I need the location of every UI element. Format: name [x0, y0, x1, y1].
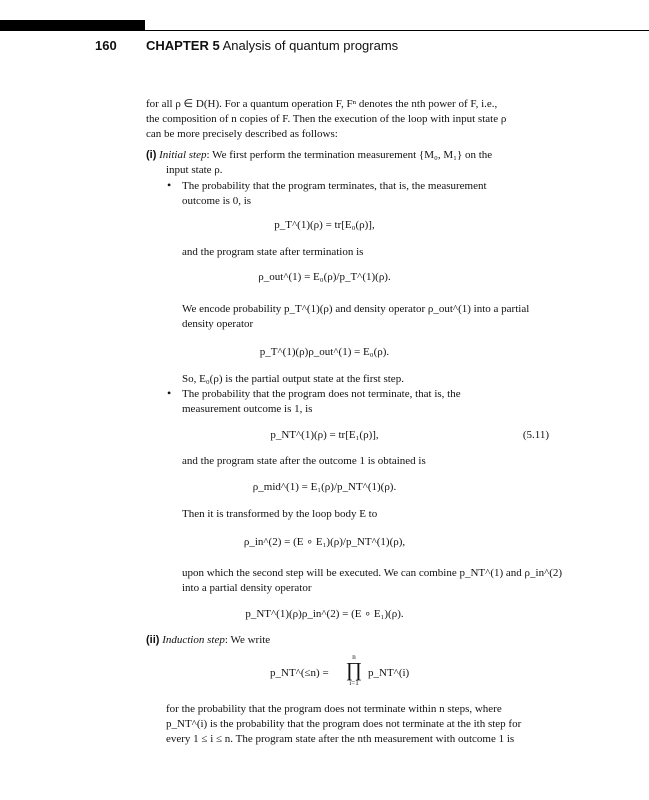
- paragraph-line: upon which the second step will be executed. We can combine p_NT^(1) and ρ_in^(2): [182, 567, 563, 579]
- bullet-icon: •: [167, 386, 172, 400]
- product-equation-rhs: p_NT^(i): [368, 667, 410, 679]
- bullet-line: The probability that the program does not terminate, that is, the: [182, 388, 461, 400]
- chapter-title: Analysis of quantum programs: [222, 38, 399, 53]
- equation: ρ_mid^(1) = E₁(ρ)/p_NT^(1)(ρ).: [252, 481, 397, 493]
- header-rule: [145, 30, 649, 31]
- paragraph-line: p_NT^(i) is the probability that the program does not terminate at the ith step for: [166, 718, 522, 730]
- product-upper-limit: n: [352, 653, 356, 661]
- equation: p_NT^(1)(ρ) = tr[E₁(ρ)],: [270, 429, 379, 441]
- paragraph-line: So, E₀(ρ) is the partial output state at the first step.: [182, 373, 404, 385]
- product-equation-lhs: p_NT^(≤n) =: [270, 667, 329, 679]
- chapter-heading: [146, 38, 398, 53]
- item-title: Initial step: [159, 149, 207, 161]
- equation: p_T^(1)(ρ)ρ_out^(1) = E₀(ρ).: [259, 346, 390, 358]
- equation-number: (5.11): [522, 429, 549, 441]
- header-bar: [0, 20, 145, 31]
- paragraph-line: can be more precisely described as follows:: [146, 128, 338, 140]
- paragraph-line: Then it is transformed by the loop body E to: [182, 508, 378, 520]
- equation: p_NT^(1)(ρ)ρ_in^(2) = (E ∘ E₁)(ρ).: [245, 608, 404, 620]
- item-text: : We first perform the termination measurement {M₀, M₁} on the: [206, 149, 493, 161]
- chapter-label: CHAPTER 5: [146, 38, 220, 53]
- item-number: (i): [146, 149, 157, 161]
- product-sign: ∏: [345, 659, 363, 681]
- list-item-ii: [146, 633, 270, 647]
- paragraph-line: every 1 ≤ i ≤ n. The program state after the nth measurement with outcome 1 is: [166, 733, 515, 745]
- paragraph-line: and the program state after termination is: [182, 246, 364, 258]
- item-title: Induction step: [162, 634, 225, 646]
- item-text-line: input state ρ.: [166, 164, 223, 176]
- item-text: : We write: [224, 634, 271, 646]
- paragraph-line: into a partial density operator: [182, 582, 312, 594]
- paragraph-line: for the probability that the program does not terminate within n steps, where: [166, 703, 502, 715]
- paragraph-line: We encode probability p_T^(1)(ρ) and density operator ρ_out^(1) into a partial: [182, 303, 530, 315]
- product-symbol: [342, 653, 366, 687]
- equation: p_T^(1)(ρ) = tr[E₀(ρ)],: [274, 219, 375, 231]
- paragraph-line: the composition of n copies of F. Then the execution of the loop with input state ρ: [146, 113, 507, 125]
- paragraph-line: and the program state after the outcome 1 is obtained is: [182, 455, 426, 467]
- item-number: (ii): [146, 634, 160, 646]
- paragraph-line: density operator: [182, 318, 254, 330]
- equation: ρ_in^(2) = (E ∘ E₁)(ρ)/p_NT^(1)(ρ),: [243, 536, 406, 548]
- list-item-i: [146, 148, 492, 162]
- bullet-line: measurement outcome is 1, is: [182, 403, 313, 415]
- page-number: 160: [95, 38, 117, 53]
- bullet-icon: •: [167, 178, 172, 192]
- paragraph-line: for all ρ ∈ D(H). For a quantum operation F, Fⁿ denotes the nth power of F, i.e.,: [146, 98, 498, 110]
- product-lower-limit: i=1: [349, 679, 359, 687]
- bullet-line: The probability that the program terminates, that is, the measurement: [182, 180, 487, 192]
- equation: ρ_out^(1) = E₀(ρ)/p_T^(1)(ρ).: [258, 271, 391, 283]
- bullet-line: outcome is 0, is: [182, 195, 252, 207]
